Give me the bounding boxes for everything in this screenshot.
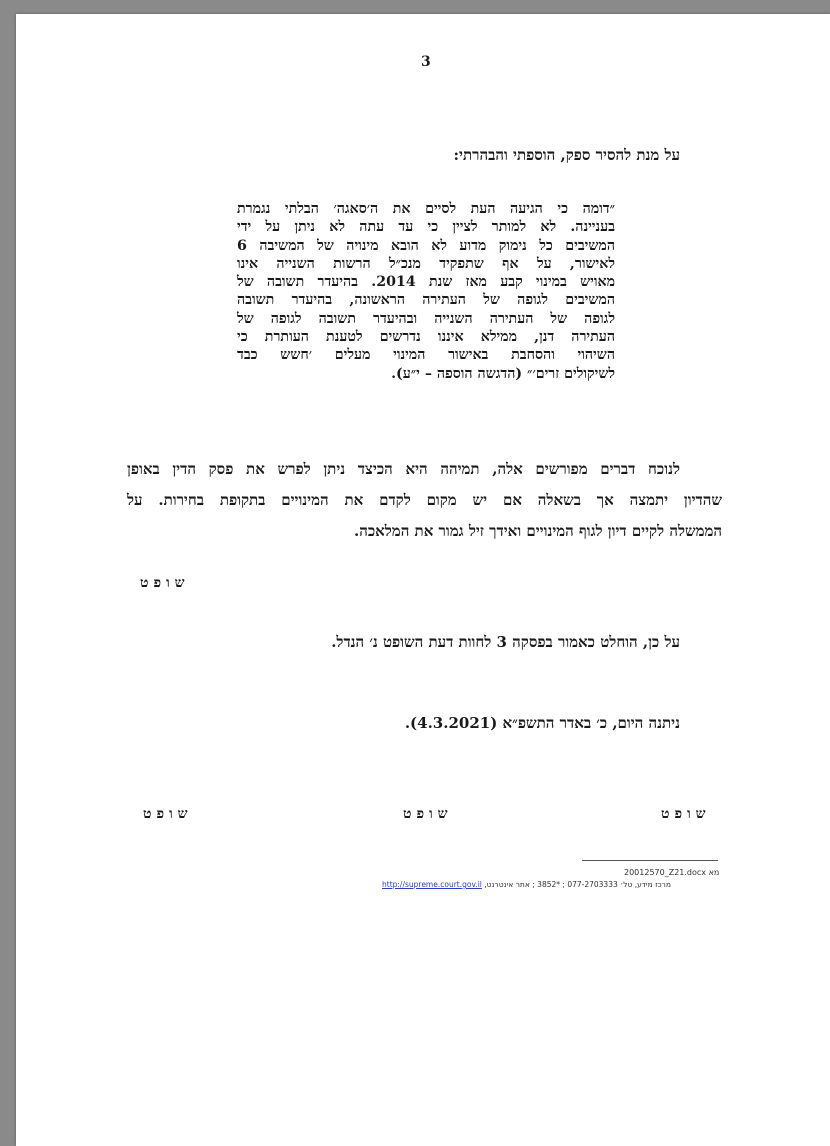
footer-info [382,880,671,889]
quote-line: לאישור, על אף שתפקיד מנכ״ל הרשות השנייה אינו [237,255,615,272]
quoted-block [237,200,615,383]
decision-line: על כן, הוחלט כאמור בפסקה 3 לחוות דעת השופט נ׳ הנדל. [331,633,680,651]
quote-line: המשיבים לגופה של העתירה הראשונה, בהיעדר תשובה [237,292,615,309]
quote-line: המשיבים כל נימוק מדוע לא הובא מינויה של המשיבה 6 [237,237,615,254]
footer-rule [582,860,718,861]
quote-line: לגופה של העתירה השנייה ובהיעדר תשובה לגופה של [237,310,615,327]
signature-middle: שופט [403,806,453,822]
paragraph-line: לנוכח דברים מפורשים אלה, תמיהה היא הכיצד ניתן לפרש את פסק הדין באופן [127,460,680,478]
quote-line: לשיקולים זרים׳״ (הדגשה הוספה – י״ע). [391,365,615,382]
document-page [16,14,830,1146]
page-number: 3 [421,54,431,70]
paragraph-line: הממשלה לקיים דיון לגוף המינויים ואידך זיל גמור את המלאכה. [353,522,722,540]
footer-link[interactable]: http://supreme.court.gov.il [382,880,482,889]
quote-line: השיהוי והסחבת באישור המינוי מעלים ׳חשש כבד [237,347,615,364]
body-paragraph [127,454,722,547]
signature-right: שופט [661,806,711,822]
footer-filename: 20012570_Z21.docx מא [624,868,720,877]
quote-line: העתירה דנן, ממילא איננו נדרשים לטענת העותרת כי [237,329,615,346]
judge-signature-label: שופט [140,575,190,591]
quote-line: ״דומה כי הגיעה העת לסיים את ה׳סאגה׳ הבלתי נגמרת [237,201,615,217]
quote-line: בעניינה. לא למותר לציין כי עד עתה לא ניתן על ידי [237,219,615,236]
quote-line: מאויש במינוי קבע מאז שנת 2014. בהיעדר תשובה של [237,274,615,291]
paragraph-line: שהדיון יתמצה אך בשאלה אם יש מקום לקדם את המינויים בתקופת בחירות. על [127,491,722,509]
signature-left: שופט [143,806,193,822]
footer-contact: מרכז מידע, טל׳ 077-2703333 ; *3852 ; אתר אינטרנט, [484,880,671,889]
intro-line: על מנת להסיר ספק, הוספתי והבהרתי: [453,146,680,164]
given-date-line: ניתנה היום, כ׳ באדר התשפ״א (4.3.2021). [404,714,680,732]
